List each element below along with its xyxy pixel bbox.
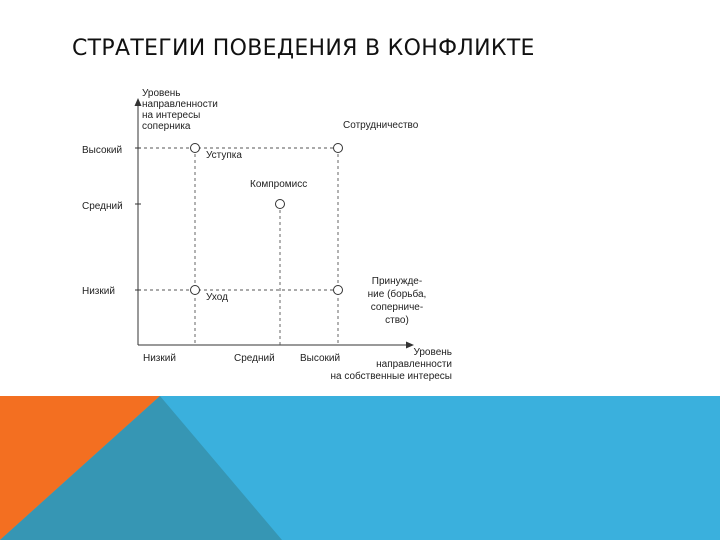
label-compromise: Компромисс xyxy=(250,179,308,190)
point-withdrawal xyxy=(191,286,200,295)
y-level-medium: Средний xyxy=(82,201,123,212)
x-level-low: Низкий xyxy=(143,353,176,364)
point-compromise xyxy=(276,200,285,209)
x-axis-title-line: направленности xyxy=(376,359,452,370)
x-axis-title-line: на собственные интересы xyxy=(330,371,452,382)
x-level-medium: Средний xyxy=(234,353,275,364)
point-coercion xyxy=(334,286,343,295)
y-axis-title xyxy=(142,88,218,132)
y-axis-title-line: соперника xyxy=(142,121,191,132)
point-cooperation xyxy=(334,144,343,153)
y-level-low: Низкий xyxy=(82,286,115,297)
y-axis-arrow xyxy=(135,98,142,106)
label-coercion-line: соперниче- xyxy=(370,302,424,313)
decorative-footer xyxy=(0,396,720,540)
label-withdrawal: Уход xyxy=(206,292,228,303)
label-cooperation: Сотрудничество xyxy=(343,120,419,131)
y-axis-title-line: Уровень xyxy=(142,88,181,99)
y-axis-title-line: на интересы xyxy=(142,110,201,121)
x-level-high: Высокий xyxy=(300,353,341,364)
label-concession: Уступка xyxy=(206,150,242,161)
label-coercion-line: ство) xyxy=(385,315,409,326)
label-coercion-line: ние (борьба, xyxy=(367,289,427,300)
y-axis-title-line: направленности xyxy=(142,99,218,110)
slide-title: СТРАТЕГИИ ПОВЕДЕНИЯ В КОНФЛИКТЕ xyxy=(72,36,535,61)
x-axis-title-line: Уровень xyxy=(413,347,452,358)
x-axis-title xyxy=(330,347,452,382)
label-coercion-line: Принужде- xyxy=(371,276,423,287)
point-concession xyxy=(191,144,200,153)
label-coercion xyxy=(368,276,427,326)
y-level-high: Высокий xyxy=(82,145,123,156)
